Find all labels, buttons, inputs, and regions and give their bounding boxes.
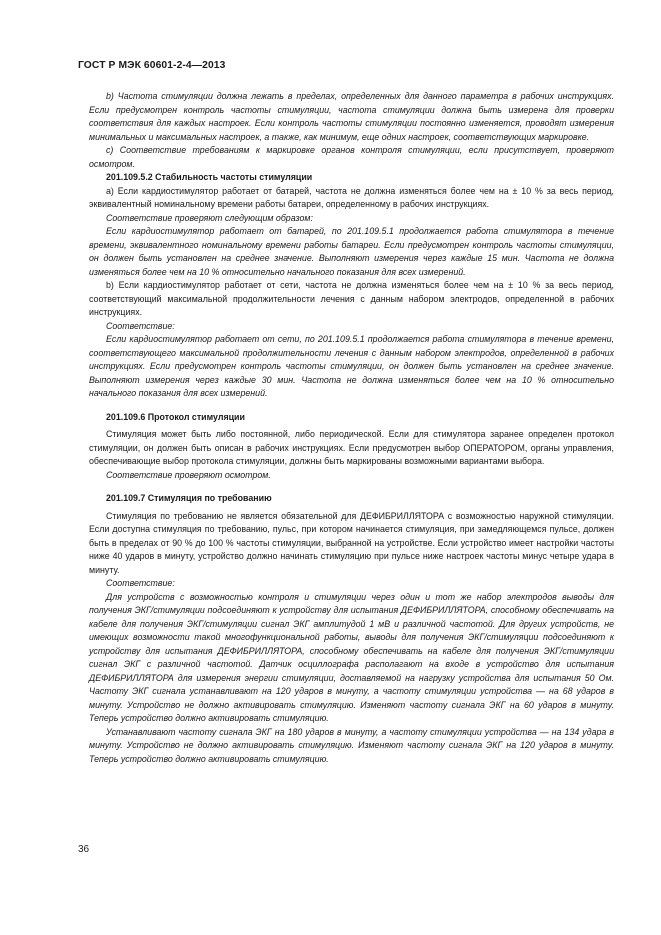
section-heading: 201.109.6 Протокол стимуляции	[106, 411, 245, 422]
paragraph: Стимуляция по требованию не является обязательной для ДЕФИБРИЛЛЯТОРА с возможностью наружной стимуляции. Если доступна стимуляция по требованию, пульс, при котором начинается стимуляция, при замедляющемся пульсе, должен быть в пределах от 90 % до 100 % частоты стимуляции, выбранной на устройстве. Если устройство имеет настройки частоты ниже 40 ударов в минуту, устройство должно начинать стимуляцию при пульсе ниже настроек частоты минус четыре удара в минуту.	[89, 510, 614, 575]
section-heading: 201.109.5.2 Стабильность частоты стимуляции	[106, 172, 313, 182]
document-body	[89, 90, 614, 766]
section-heading: 201.109.7 Стимуляция по требованию	[106, 493, 272, 503]
paragraph: Стимуляция может быть либо постоянной, либо периодической. Если для стимулятора заранее определен протокол стимуляции, он должен быть описан в рабочих инструкциях. Если предусмотрен выбор ОПЕРАТОРОМ, органы управления, обеспечивающие выбор протокола стимуляции, должны быть маркированы возможными вариантами выбора.	[89, 429, 614, 466]
paragraph: b) Частота стимуляции должна лежать в пределах, определенных для данного параметра в рабочих инструкциях. Если предусмотрен контроль частоты стимуляции, частота стимуляции должна быть измерена для проверки соответствия для каждых настроек. Если контроль частоты стимуляции постоянно изменяется, проводят измерения минимальных и максимальных настроек, а также, как минимум, еще одних настроек, соответствующих маркировке.	[89, 91, 614, 142]
paragraph: Устанавливают частоту сигнала ЭКГ на 180 ударов в минуту, а частоту стимуляции устройства — на 134 удара в минуту. Устройство не должно активировать стимуляцию. Изменяют частоту сигнала ЭКГ на 120 ударов в минуту. Теперь устройство должно активировать стимуляцию.	[89, 726, 614, 764]
paragraph: Соответствие проверяют следующим образом:	[106, 212, 313, 223]
paragraph: Если кардиостимулятор работает от сети, по 201.109.5.1 продолжается работа стимулятора в течение времени, соответствующего максимальной продолжительности лечения с данным набором электродов, определенной в рабочих инструкциях. Если предусмотрен контроль частоты стимуляции, он должен быть установлен на среднее значение. Выполняют измерения через каждые 30 мин. Частота не должна изменяться более чем на 10 % относительно начального показания для всех измерений.	[89, 334, 614, 398]
paragraph: Если кардиостимулятор работает от батарей, по 201.109.5.1 продолжается работа стимулятора в течение времени, эквивалентного номинальному времени работы батареи. Если предусмотрен контроль частоты стимуляции, он должен быть установлен на среднее значение. Выполняют измерения через каждые 15 мин. Частота не должна изменяться более чем на 10 % относительно начального показания для всех измерений.	[89, 226, 614, 277]
paragraph: Соответствие:	[106, 578, 175, 588]
paragraph: a) Если кардиостимулятор работает от батарей, частота не должна изменяться более чем на ± 10 % за весь период, эквивалентный номинальному времени работы батареи, определенному в рабочих инструкциях.	[89, 185, 614, 209]
page-number: 36	[78, 844, 90, 855]
paragraph: Для устройств с возможностью контроля и стимуляции через один и тот же набор электродов выводы для получения ЭКГ/стимуляции подсоединяют к устройству для испытания ДЕФИБРИЛЛЯТОРА, способному обеспечивать на кабеле для получения ЭКГ/стимуляции сигнал ЭКГ амплитудой 1 мВ и различной частотой. Для других устройств, не имеющих возможности такой многофункциональной работы, выводы для получения ЭКГ/стимуляции подсоединяют к устройству для испытания ДЕФИБРИЛЛЯТОРА, способному обеспечивать на кабеле для получения ЭКГ/стимуляции сигнал ЭКГ с различной частотой. Датчик осциллографа располагают на входе в устройство для испытания ДЕФИБРИЛЛЯТОРА для измерения энергии стимуляции, доставляемой на нагрузку устройства для испытания 50 Ом. Частоту ЭКГ сигнала устанавливают на 120 ударов в минуту, а частоту стимуляции устройства — на 68 ударов в минуту. Устройство не должно активировать стимуляцию. Изменяют частоту сигнала ЭКГ на 60 ударов в минуту. Теперь устройство должно активировать стимуляцию.	[89, 591, 614, 723]
paragraph: b) Если кардиостимулятор работает от сети, частота не должна изменяться более чем на ± 10 % за весь период, соответствующий максимальной продолжительности лечения с данным набором электродов, определенной в рабочих инструкциях.	[89, 280, 614, 317]
paragraph: Соответствие:	[106, 320, 175, 331]
document-header: ГОСТ Р МЭК 60601-2-4—2013	[78, 60, 226, 71]
paragraph: Соответствие проверяют осмотром.	[106, 469, 271, 480]
paragraph: c) Соответствие требованиям к маркировке органов контроля стимуляции, если присутствует, проверяют осмотром.	[89, 145, 614, 169]
